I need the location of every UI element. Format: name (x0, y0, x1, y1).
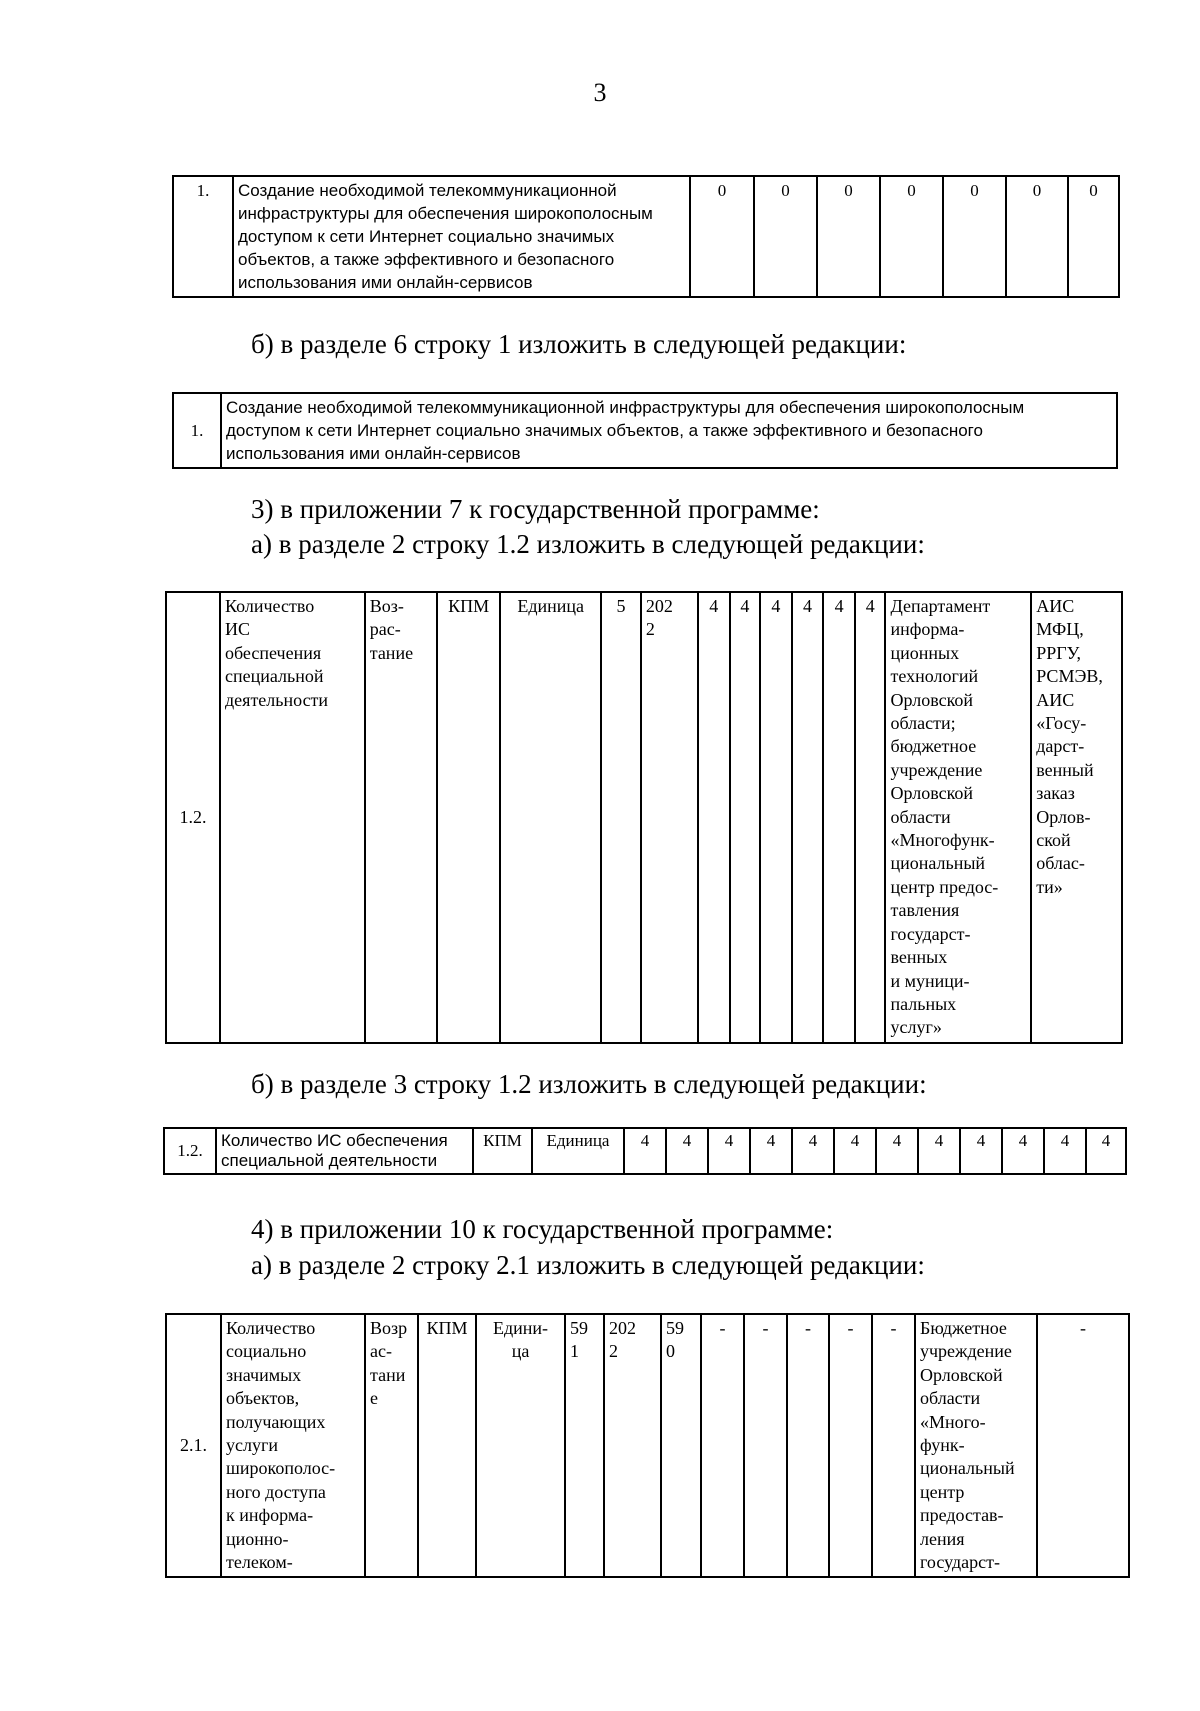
value-cell: 4 (708, 1128, 750, 1174)
value-cell: - (744, 1314, 787, 1577)
value-cell: 4 (760, 592, 792, 1043)
paragraph-section2-row21: а) в разделе 2 строку 2.1 изложить в следующей редакции: (251, 1250, 925, 1280)
value-cell: 0 (690, 176, 754, 297)
row-description: Создание необходимой телекоммуникационной инфраструктуры для обеспечения широкополосным доступом к сети Интернет социально значимых объектов, а также эффективного и безопасного использования ими онлайн-сервисов (233, 176, 690, 297)
row-number: 1. (173, 176, 233, 297)
base-value-cell: 59 1 (565, 1314, 604, 1577)
responsible-cell: Бюджетное учреждение Орловской области «Много- функ- циональный центр предостав- ления государст- (915, 1314, 1037, 1577)
value-cell: - (829, 1314, 872, 1577)
type-cell: КПМ (473, 1128, 532, 1174)
table-row-1 (172, 175, 1120, 298)
value-cell: - (701, 1314, 744, 1577)
value-cell: 0 (1068, 176, 1119, 297)
value-cell: 4 (1086, 1128, 1126, 1174)
value-cell: 0 (880, 176, 943, 297)
value-cell: 4 (1002, 1128, 1044, 1174)
value-cell: 4 (834, 1128, 876, 1174)
value-cell: - (787, 1314, 829, 1577)
table-row-2 (172, 392, 1118, 469)
unit-cell: Единица (532, 1128, 624, 1174)
unit-cell: Единица (500, 592, 601, 1043)
value-cell: 4 (1044, 1128, 1086, 1174)
responsible-cell: Департамент информа- ционных технологий Орловской области; бюджетное учреждение Орловской области «Многофунк- циональный центр предос- тавления государст- венных и муници- пальных услуг» (885, 592, 1031, 1043)
row-number: 1. (173, 393, 221, 468)
paragraph-section3-row12: б) в разделе 3 строку 1.2 изложить в следующей редакции: (251, 1069, 927, 1099)
value-cell: 4 (918, 1128, 960, 1174)
indicator-name: Количество ИС обеспечения специальной деятельности (216, 1128, 473, 1174)
value-cell: 4 (792, 1128, 834, 1174)
type-cell: КПМ (418, 1314, 476, 1577)
table-row-3 (165, 591, 1123, 1044)
paragraph-section6: б) в разделе 6 строку 1 изложить в следующей редакции: (251, 329, 907, 359)
row-number: 2.1. (166, 1314, 221, 1577)
value-cell: 4 (698, 592, 730, 1043)
row-description: Создание необходимой телекоммуникационной инфраструктуры для обеспечения широкополосным доступом к сети Интернет социально значимых объектов, а также эффективного и безопасного использования ими онлайн-сервисов (221, 393, 1117, 468)
systems-cell: АИС МФЦ, РРГУ, РСМЭВ, АИС «Госу- дарст- венный заказ Орлов- ской облас- ти» (1031, 592, 1122, 1043)
base-value-cell: 5 (601, 592, 641, 1043)
value-cell: - (872, 1314, 915, 1577)
paragraph-appendix7: 3) в приложении 7 к государственной программе: (251, 494, 820, 524)
value-cell: 59 0 (661, 1314, 701, 1577)
value-cell: 4 (730, 592, 761, 1043)
value-cell: 0 (1006, 176, 1068, 297)
value-cell: 4 (823, 592, 855, 1043)
value-cell: 4 (876, 1128, 918, 1174)
row-number: 1.2. (166, 592, 220, 1043)
value-cell: 4 (960, 1128, 1002, 1174)
base-year-cell: 202 2 (604, 1314, 661, 1577)
paragraph-section2-row12: а) в разделе 2 строку 1.2 изложить в следующей редакции: (251, 529, 925, 559)
direction-cell: Возр ас- тани е (365, 1314, 418, 1577)
value-cell: 0 (943, 176, 1006, 297)
value-cell: 4 (792, 592, 824, 1043)
indicator-name: Количество ИС обеспечения специальной деятельности (220, 592, 365, 1043)
value-cell: 4 (855, 592, 886, 1043)
row-number: 1.2. (164, 1128, 216, 1174)
value-cell: 0 (754, 176, 817, 297)
table-row-5 (165, 1313, 1130, 1578)
paragraph-appendix10: 4) в приложении 10 к государственной программе: (251, 1214, 834, 1244)
direction-cell: Воз- рас- тание (365, 592, 437, 1043)
value-cell: 4 (666, 1128, 708, 1174)
systems-cell: - (1037, 1314, 1129, 1577)
value-cell: 4 (624, 1128, 666, 1174)
type-cell: КПМ (437, 592, 500, 1043)
value-cell: 4 (750, 1128, 792, 1174)
indicator-name: Количество социально значимых объектов, получающих услуги широкополос- ного доступа к информа- ционно- телеком- (221, 1314, 365, 1577)
value-cell: 0 (817, 176, 880, 297)
table-row-4 (163, 1127, 1127, 1175)
base-year-cell: 202 2 (641, 592, 698, 1043)
unit-cell: Едини- ца (476, 1314, 565, 1577)
page-number: 3 (593, 78, 607, 107)
